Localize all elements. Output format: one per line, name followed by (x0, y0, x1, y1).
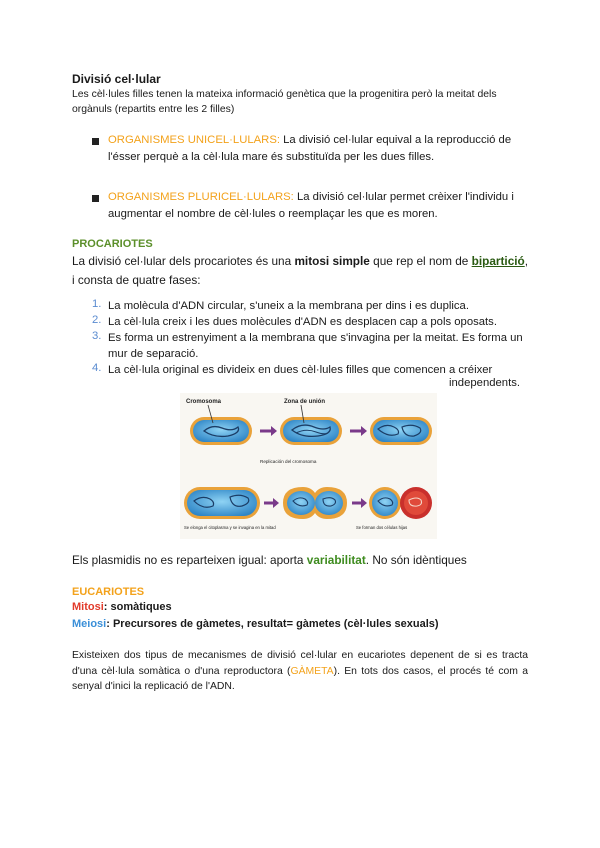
mitosi-label: Mitosi (72, 601, 104, 613)
section-heading-procariotes: PROCARIOTES (72, 238, 153, 250)
cell-stage-3 (370, 417, 432, 445)
procariotes-paragraph (72, 252, 528, 290)
bullet-square-icon (92, 195, 99, 202)
step-text-continued: independents. (449, 377, 520, 389)
binary-fission-diagram (180, 393, 437, 539)
text: ). En tots dos casos, el procés té com a senyal d'inici la replicació de l'ADN. (72, 665, 529, 692)
bold-term: mitosi simple (294, 254, 370, 268)
bullet-label: ORGANISMES PLURICEL·LULARS: (108, 191, 294, 203)
meiosi-label: Meiosi (72, 618, 107, 630)
binary-fission-figure (180, 393, 437, 539)
section-heading-eucariotes: EUCARIOTES (72, 586, 145, 598)
mitosi-text: : somàtiques (103, 601, 172, 613)
step-number: 4. (92, 362, 102, 374)
text: que rep el nom de (369, 254, 472, 268)
variabilitat-term: variabilitat (306, 553, 366, 567)
label-forman: Se forman dos células hijas (356, 525, 408, 530)
text: Els plasmidis no es reparteixen igual: aporta (72, 553, 307, 567)
plasmids-paragraph (72, 553, 467, 567)
text: Existeixen dos tipus de mecanismes de divisió cel·lular en eucariotes depenent de si es tracta d'una cèl·lula somàtica o d'una reproductora ( (72, 650, 528, 677)
meiosi-line (72, 618, 439, 630)
text: . No són idèntiques (365, 553, 467, 567)
cell-stage-6 (369, 487, 432, 519)
text: La divisió cel·lular dels procariotes és una (72, 254, 295, 268)
step-text: La cèl·lula original es divideix en dues cèl·lules filles que comencen a créixer (108, 364, 493, 376)
page-title: Divisió cel·lular (72, 72, 161, 86)
bullet-text: La divisió cel·lular equival a la reproducció de l'ésser perquè a la cèl·lula mare és substituïda per les dues filles. (108, 134, 512, 163)
text: , i consta de quatre fases: (72, 254, 529, 287)
label-zona-union: Zona de unión (284, 399, 325, 405)
bullet-text: La divisió cel·lular permet crèixer l'individu i augmentar el nombre de cèl·lules o reemplaçar les que es moren. (108, 191, 514, 220)
bullet-pluricellular (108, 189, 528, 222)
cell-stage-5 (283, 487, 347, 519)
step-text: La molècula d'ADN circular, s'uneix a la membrana per dins i es duplica. (108, 300, 469, 312)
step-number: 1. (92, 298, 102, 310)
step-text: Es forma un estrenyiment a la membrana que s'invagina per la meitat. Es forma un mur de separació. (108, 332, 523, 360)
bullet-unicellular (108, 132, 528, 165)
label-elonga: Se elonga el citoplasma y se invagina en la mitad (184, 525, 276, 530)
step-number: 3. (92, 330, 102, 342)
cell-stage-1 (190, 417, 252, 445)
step-number: 2. (92, 314, 102, 326)
cell-stage-4 (184, 487, 260, 519)
bullet-square-icon (92, 138, 99, 145)
label-cromosoma: Cromosoma (186, 399, 222, 405)
meiosi-text: : Precursores de gàmetes, resultat= gàmetes (cèl·lules sexuals) (106, 618, 439, 630)
label-replicacion: Replicación del cromosoma (260, 459, 317, 464)
mitosi-line (72, 601, 172, 613)
cell-stage-2 (280, 417, 342, 445)
eucariotes-paragraph (72, 648, 528, 695)
gameta-term: GÀMETA (290, 665, 334, 677)
intro-paragraph: Les cèl·lules filles tenen la mateixa informació genètica que la progenitira però la meitat dels orgànuls (repartits entre les 2 filles) (72, 89, 497, 115)
bullet-label: ORGANISMES UNICEL·LULARS: (108, 134, 281, 146)
step-text: La cèl·lula creix i les dues molècules d'ADN es desplacen cap a pols oposats. (108, 316, 497, 328)
bipartició-term: bipartició (471, 254, 525, 268)
